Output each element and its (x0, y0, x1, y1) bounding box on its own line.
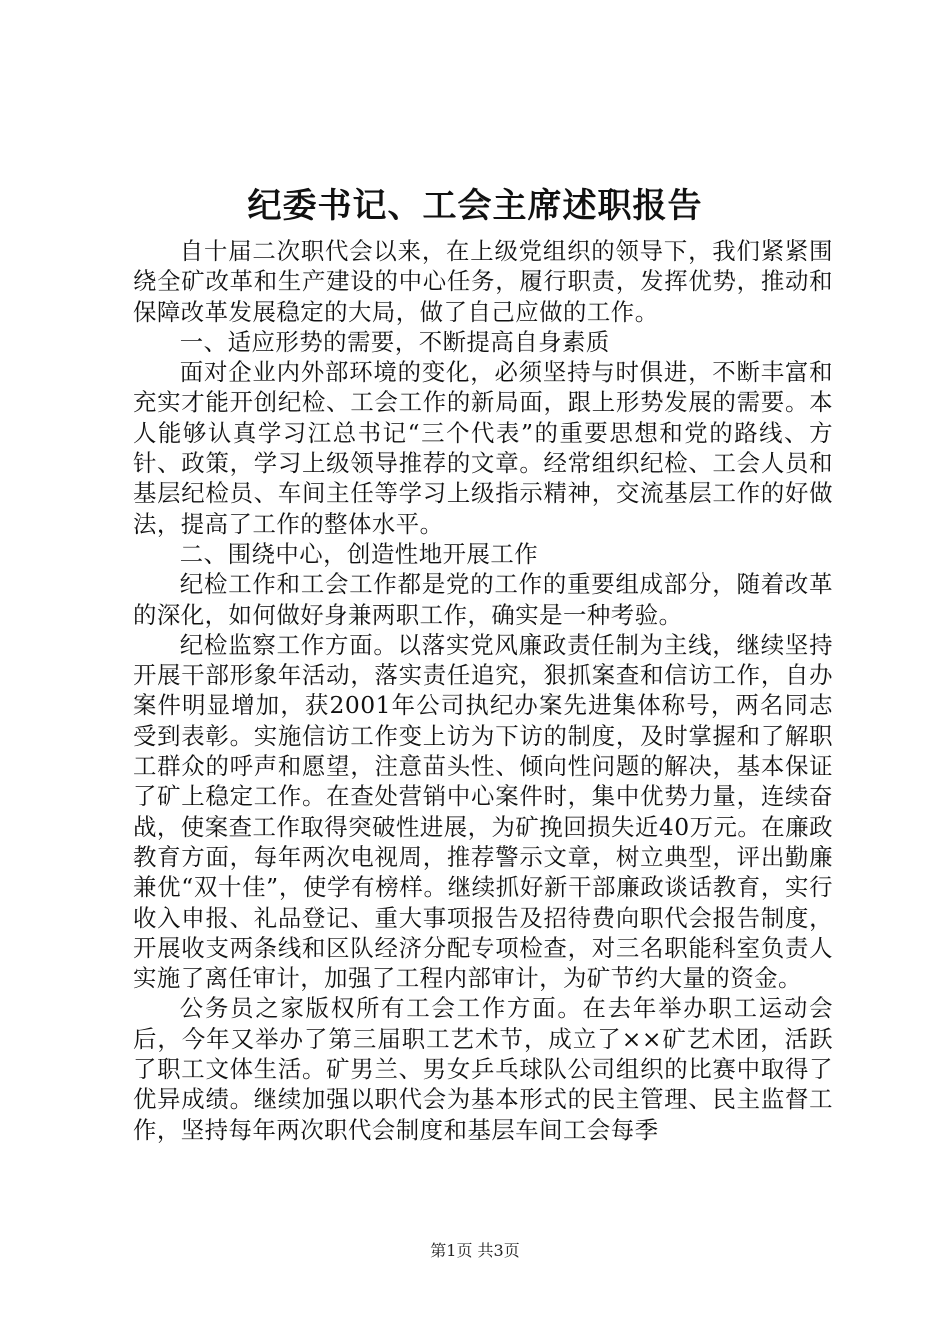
page-footer: 第1页 共3页 (430, 1241, 520, 1260)
section-heading-2: 二、围绕中心，创造性地开展工作 (179, 539, 539, 568)
paragraph-intro: 自十届二次职代会以来，在上级党组织的领导下，我们紧紧围绕全矿改革和生产建设的中心任务，履行职责，发挥优势，推动和保障改革发展稳定的大局，做了自己应做的工作。 (133, 237, 833, 326)
document-body (133, 236, 833, 1145)
paragraph-discipline: 纪检监察工作方面。以落实党风廉政责任制为主线，继续坚持开展干部形象年活动，落实责任追究，狠抓案查和信访工作，自办案件明显增加，获2001年公司执纪办案先进集体称号，两名同志受到表彰。实施信访工作变上访为下访的制度，及时掌握和了解职工群众的呼声和愿望，注意苗头性、倾向性问题的解决，基本保证了矿上稳定工作。在查处营销中心案件时，集中优势力量，连续奋战，使案查工作取得突破性进展，为矿挽回损失近40万元。在廉政教育方面，每年两次电视周，推荐警示文章，树立典型，评出勤廉兼优“双十佳”，使学有榜样。继续抓好新干部廉政谈话教育，实行收入申报、礼品登记、重大事项报告及招待费向职代会报告制度，开展收支两条线和区队经济分配专项检查，对三名职能科室负责人实施了离任审计，加强了工程内部审计，为矿节约大量的资金。 (133, 630, 833, 993)
section-heading-1: 一、适应形势的需要，不断提高自身素质 (179, 327, 610, 356)
paragraph-union: 公务员之家版权所有工会工作方面。在去年举办职工运动会后，今年又举办了第三届职工艺术节，成立了××矿艺术团，活跃了职工文体生活。矿男兰、男女乒乓球队公司组织的比赛中取得了优异成绩。继续加强以职代会为基本形式的民主管理、民主监督工作，坚持每年两次职代会制度和基层车间工会每季 (133, 994, 833, 1144)
document-title: 纪委书记、工会主席述职报告 (247, 186, 703, 226)
paragraph-study: 面对企业内外部环境的变化，必须坚持与时俱进，不断丰富和充实才能开创纪检、工会工作的新局面，跟上形势发展的需要。本人能够认真学习江总书记“三个代表”的重要思想和党的路线、方针、政策，学习上级领导推荐的文章。经常组织纪检、工会人员和基层纪检员、车间主任等学习上级指示精神，交流基层工作的好做法，提高了工作的整体水平。 (133, 358, 833, 538)
paragraph-dual-role: 纪检工作和工会工作都是党的工作的重要组成部分，随着改革的深化，如何做好身兼两职工作，确实是一种考验。 (133, 570, 833, 629)
